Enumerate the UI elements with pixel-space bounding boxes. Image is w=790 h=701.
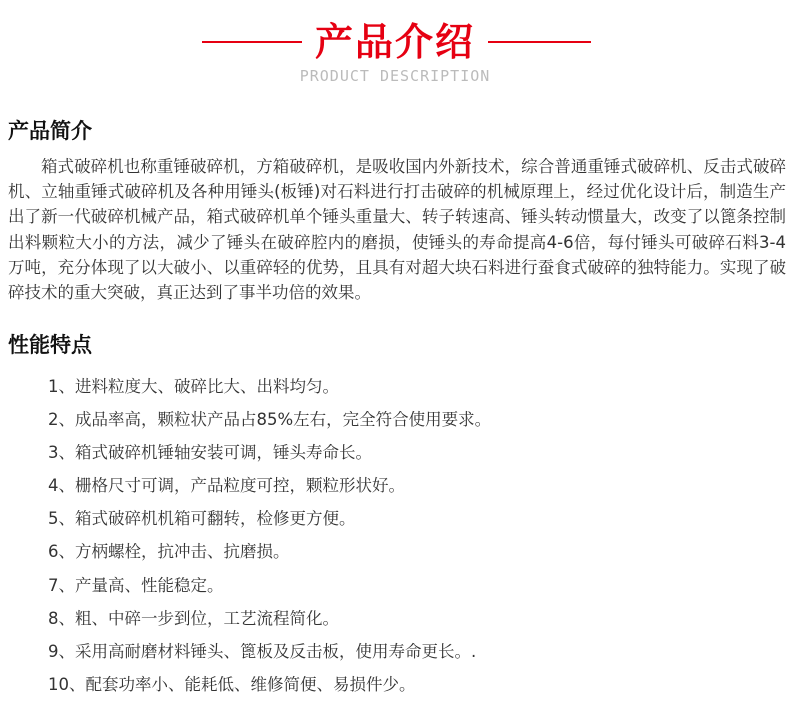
features-heading: 性能特点 [8, 333, 92, 357]
feature-item: 5、箱式破碎机机箱可翻转，检修更方便。 [48, 509, 356, 529]
page-title: 产品介绍 [314, 20, 475, 64]
feature-item: 6、方柄螺栓，抗冲击、抗磨损。 [48, 542, 290, 562]
intro-paragraph: 箱式破碎机也称重锤破碎机，方箱破碎机，是吸收国内外新技术，综合普通重锤式破碎机、反击式破碎机、立轴重锤式破碎机及各种用锤头(板锤)对石料进行打击破碎的机械原理上，经过优化设计后，制造生产出了新一代破碎机械产品，箱式破碎机单个锤头重量大、转子转速高、锤头转动惯量大，改变了以篦条控制出料颗粒大小的方法，减少了锤头在破碎腔内的磨损，使锤头的寿命提高4-6倍，每付锤头可破碎石料3-4万吨，充分体现了以大破小、以重碎轻的优势，且具有对超大块石料进行蚕食式破碎的独特能力。实现了破碎技术的重大突破，真正达到了事半功倍的效果。 [8, 157, 786, 303]
header-left-divider [202, 41, 302, 43]
intro-heading: 产品简介 [8, 119, 92, 143]
feature-item: 4、栅格尺寸可调，产品粒度可控，颗粒形状好。 [48, 476, 405, 496]
feature-item: 2、成品率高，颗粒状产品占85%左右，完全符合使用要求。 [48, 410, 492, 430]
feature-item: 1、进料粒度大、破碎比大、出料均匀。 [48, 377, 339, 396]
feature-item: 7、产量高、性能稳定。 [48, 575, 224, 595]
page-header [0, 14, 790, 94]
features-list [48, 370, 491, 701]
header-right-divider [488, 41, 591, 43]
feature-item: 10、配套功率小、能耗低、维修简便、易损件少。 [48, 674, 416, 694]
feature-item: 9、采用高耐磨材料锤头、篦板及反击板，使用寿命更长。. [48, 641, 477, 661]
feature-item: 3、箱式破碎机锤轴安装可调，锤头寿命长。 [48, 443, 372, 463]
feature-item: 8、粗、中碎一步到位，工艺流程简化。 [48, 608, 339, 628]
page-subtitle: PRODUCT DESCRIPTION [299, 67, 491, 85]
